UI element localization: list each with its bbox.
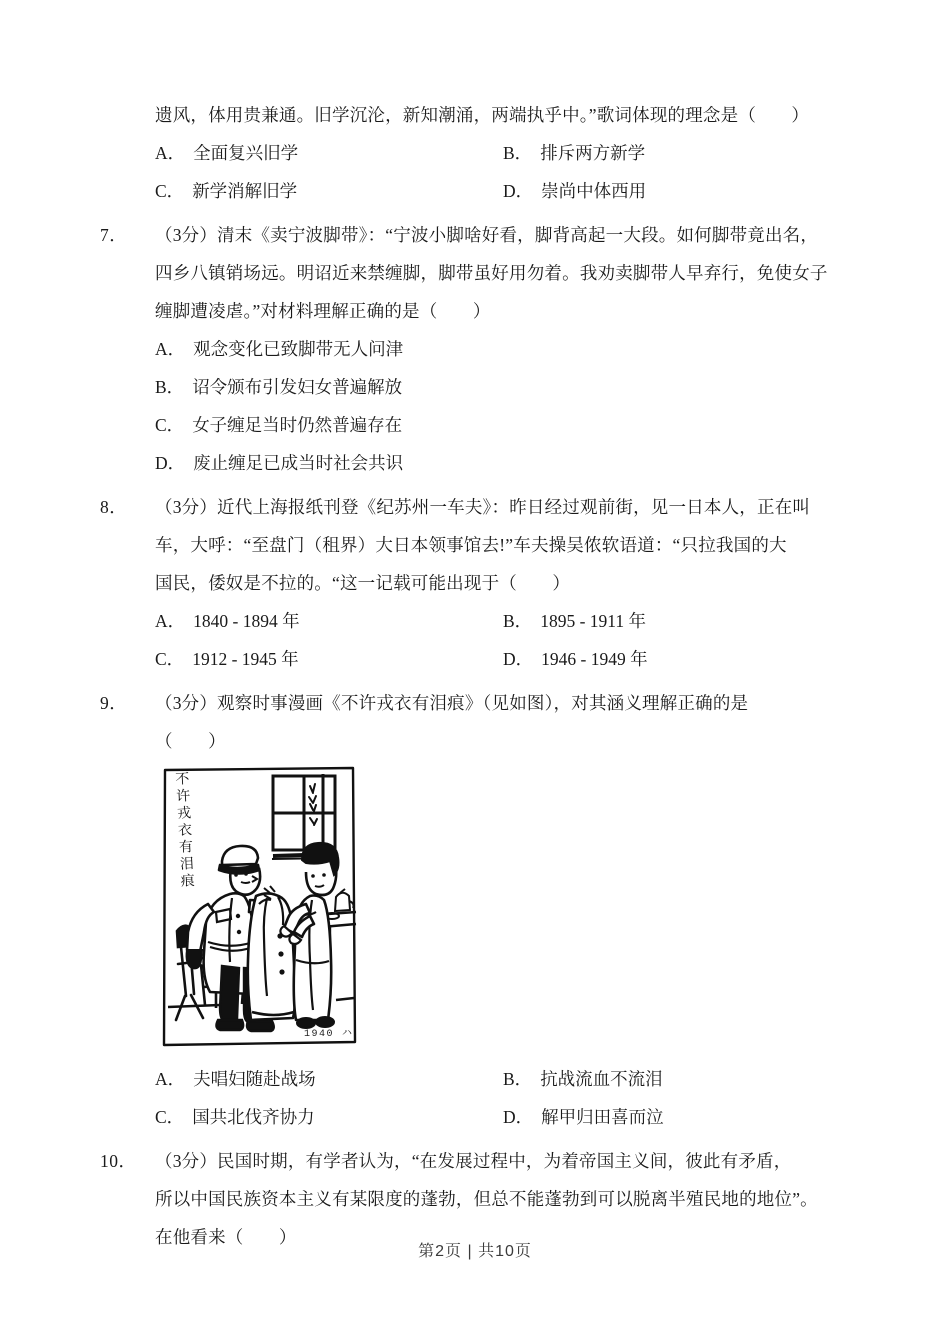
option-label: B．	[155, 377, 185, 397]
question-line	[100, 254, 830, 292]
question-text: 所以中国民族资本主义有某限度的蓬勃，但总不能蓬勃到可以脱离半殖民地的地位”。	[155, 1189, 818, 1209]
question-text: （3分）清末《卖宁波脚带》：“宁波小脚啥好看，脚背高起一大段。如何脚带竟出名，	[155, 225, 819, 245]
question-text: （3分）民国时期，有学者认为，“在发展过程中，为着帝国主义间，彼此有矛盾，	[155, 1151, 792, 1171]
page-footer	[0, 1238, 950, 1261]
question-text: 国民，倭奴是不拉的。“这一记载可能出现于（ ）	[155, 573, 571, 593]
question-text: 车，大呼：“至盘门（租界）大日本领事馆去!”车夫操吴侬软语道：“只拉我国的大	[155, 535, 787, 555]
political-cartoon-image	[160, 764, 358, 1054]
option-row	[155, 406, 830, 444]
option-label: A．	[155, 611, 186, 631]
question-8	[100, 488, 830, 678]
option-text: 抗战流血不流泪	[540, 1069, 663, 1089]
option-label: B．	[503, 1069, 533, 1089]
cartoon-vertical-caption: 不许戎衣有泪痕	[172, 770, 195, 891]
question-line	[100, 684, 830, 722]
question-9-options	[100, 1060, 830, 1136]
option-row	[155, 602, 830, 640]
option-c[interactable]	[155, 172, 503, 210]
option-a[interactable]	[155, 134, 503, 172]
option-row	[155, 1098, 830, 1136]
option-d[interactable]	[503, 1098, 664, 1136]
question-line	[100, 564, 830, 602]
option-text: 1946 - 1949 年	[541, 649, 648, 669]
cartoon-signature-date: 1940	[303, 1029, 334, 1040]
option-label: D．	[155, 453, 186, 473]
page-indicator: 第2页 | 共10页	[418, 1243, 532, 1260]
carryover-line	[100, 96, 830, 134]
option-text: 1912 - 1945 年	[192, 649, 299, 669]
question-8-options	[100, 602, 830, 678]
question-number: 9．	[100, 693, 128, 713]
option-text: 女子缠足当时仍然普遍存在	[192, 415, 403, 435]
option-text: 崇尚中体西用	[541, 181, 647, 201]
option-row	[155, 368, 830, 406]
option-b[interactable]	[155, 368, 830, 406]
question-line	[100, 526, 830, 564]
question-line	[100, 722, 830, 760]
figure-container	[100, 764, 830, 1054]
option-text: 观念变化已致脚带无人问津	[193, 339, 404, 359]
option-label: A．	[155, 1069, 186, 1089]
question-text: 缠脚遭凌虐。”对材料理解正确的是（ ）	[155, 301, 491, 321]
question-7	[100, 216, 830, 482]
option-text: 废止缠足已成当时社会共识	[193, 453, 404, 473]
question-text: 在他看来（ ）	[155, 1227, 297, 1247]
option-row	[155, 1060, 830, 1098]
carryover-options	[100, 134, 830, 210]
option-b[interactable]	[503, 134, 645, 172]
option-label: C．	[155, 181, 185, 201]
option-text: 夫唱妇随赴战场	[193, 1069, 316, 1089]
option-a[interactable]	[155, 1060, 503, 1098]
option-label: A．	[155, 143, 186, 163]
option-b[interactable]	[503, 1060, 663, 1098]
option-label: C．	[155, 415, 185, 435]
option-text: 1840 - 1894 年	[193, 611, 300, 631]
option-label: C．	[155, 649, 185, 669]
carryover-block	[100, 96, 830, 210]
question-line	[100, 1180, 830, 1218]
option-text: 解甲归田喜而泣	[541, 1107, 664, 1127]
option-label: A．	[155, 339, 186, 359]
option-c[interactable]	[155, 406, 830, 444]
question-9	[100, 684, 830, 1136]
option-row	[155, 330, 830, 368]
option-a[interactable]	[155, 330, 830, 368]
option-text: 排斥两方新学	[540, 143, 646, 163]
option-d[interactable]	[503, 640, 648, 678]
question-7-options	[100, 330, 830, 482]
option-d[interactable]	[503, 172, 646, 210]
question-line	[100, 216, 830, 254]
question-text: 四乡八镇销场远。明诏近来禁缠脚，脚带虽好用勿着。我劝卖脚带人早弃行，免使女子	[155, 263, 828, 283]
option-row	[155, 134, 830, 172]
option-label: D．	[503, 649, 534, 669]
question-text: （3分）观察时事漫画《不许戎衣有泪痕》（见如图），对其涵义理解正确的是	[155, 693, 749, 713]
option-d[interactable]	[155, 444, 830, 482]
carryover-text: 遗风，体用贵兼通。旧学沉沦，新知潮涌，两端执乎中。”歌词体现的理念是（ ）	[155, 105, 810, 125]
option-label: B．	[503, 143, 533, 163]
option-label: C．	[155, 1107, 185, 1127]
option-text: 诏令颁布引发妇女普遍解放	[192, 377, 403, 397]
question-text: （ ）	[155, 731, 226, 751]
question-number: 8．	[100, 497, 128, 517]
option-b[interactable]	[503, 602, 646, 640]
option-row	[155, 640, 830, 678]
option-label: D．	[503, 1107, 534, 1127]
page-content	[100, 96, 830, 1262]
question-line	[100, 292, 830, 330]
question-line	[100, 488, 830, 526]
option-row	[155, 444, 830, 482]
question-number: 10．	[100, 1151, 137, 1171]
question-number: 7．	[100, 225, 128, 245]
option-text: 国共北伐齐协力	[192, 1107, 315, 1127]
option-text: 1895 - 1911 年	[540, 611, 646, 631]
option-text: 新学消解旧学	[192, 181, 298, 201]
question-text: （3分）近代上海报纸刊登《纪苏州一车夫》：昨日经过观前街，见一日本人，正在叫	[155, 497, 811, 517]
question-line	[100, 1142, 830, 1180]
option-c[interactable]	[155, 640, 503, 678]
option-text: 全面复兴旧学	[193, 143, 299, 163]
option-label: D．	[503, 181, 534, 201]
option-row	[155, 172, 830, 210]
option-a[interactable]	[155, 602, 503, 640]
option-label: B．	[503, 611, 533, 631]
cartoon-signature-initials: ハ	[342, 1029, 352, 1040]
option-c[interactable]	[155, 1098, 503, 1136]
